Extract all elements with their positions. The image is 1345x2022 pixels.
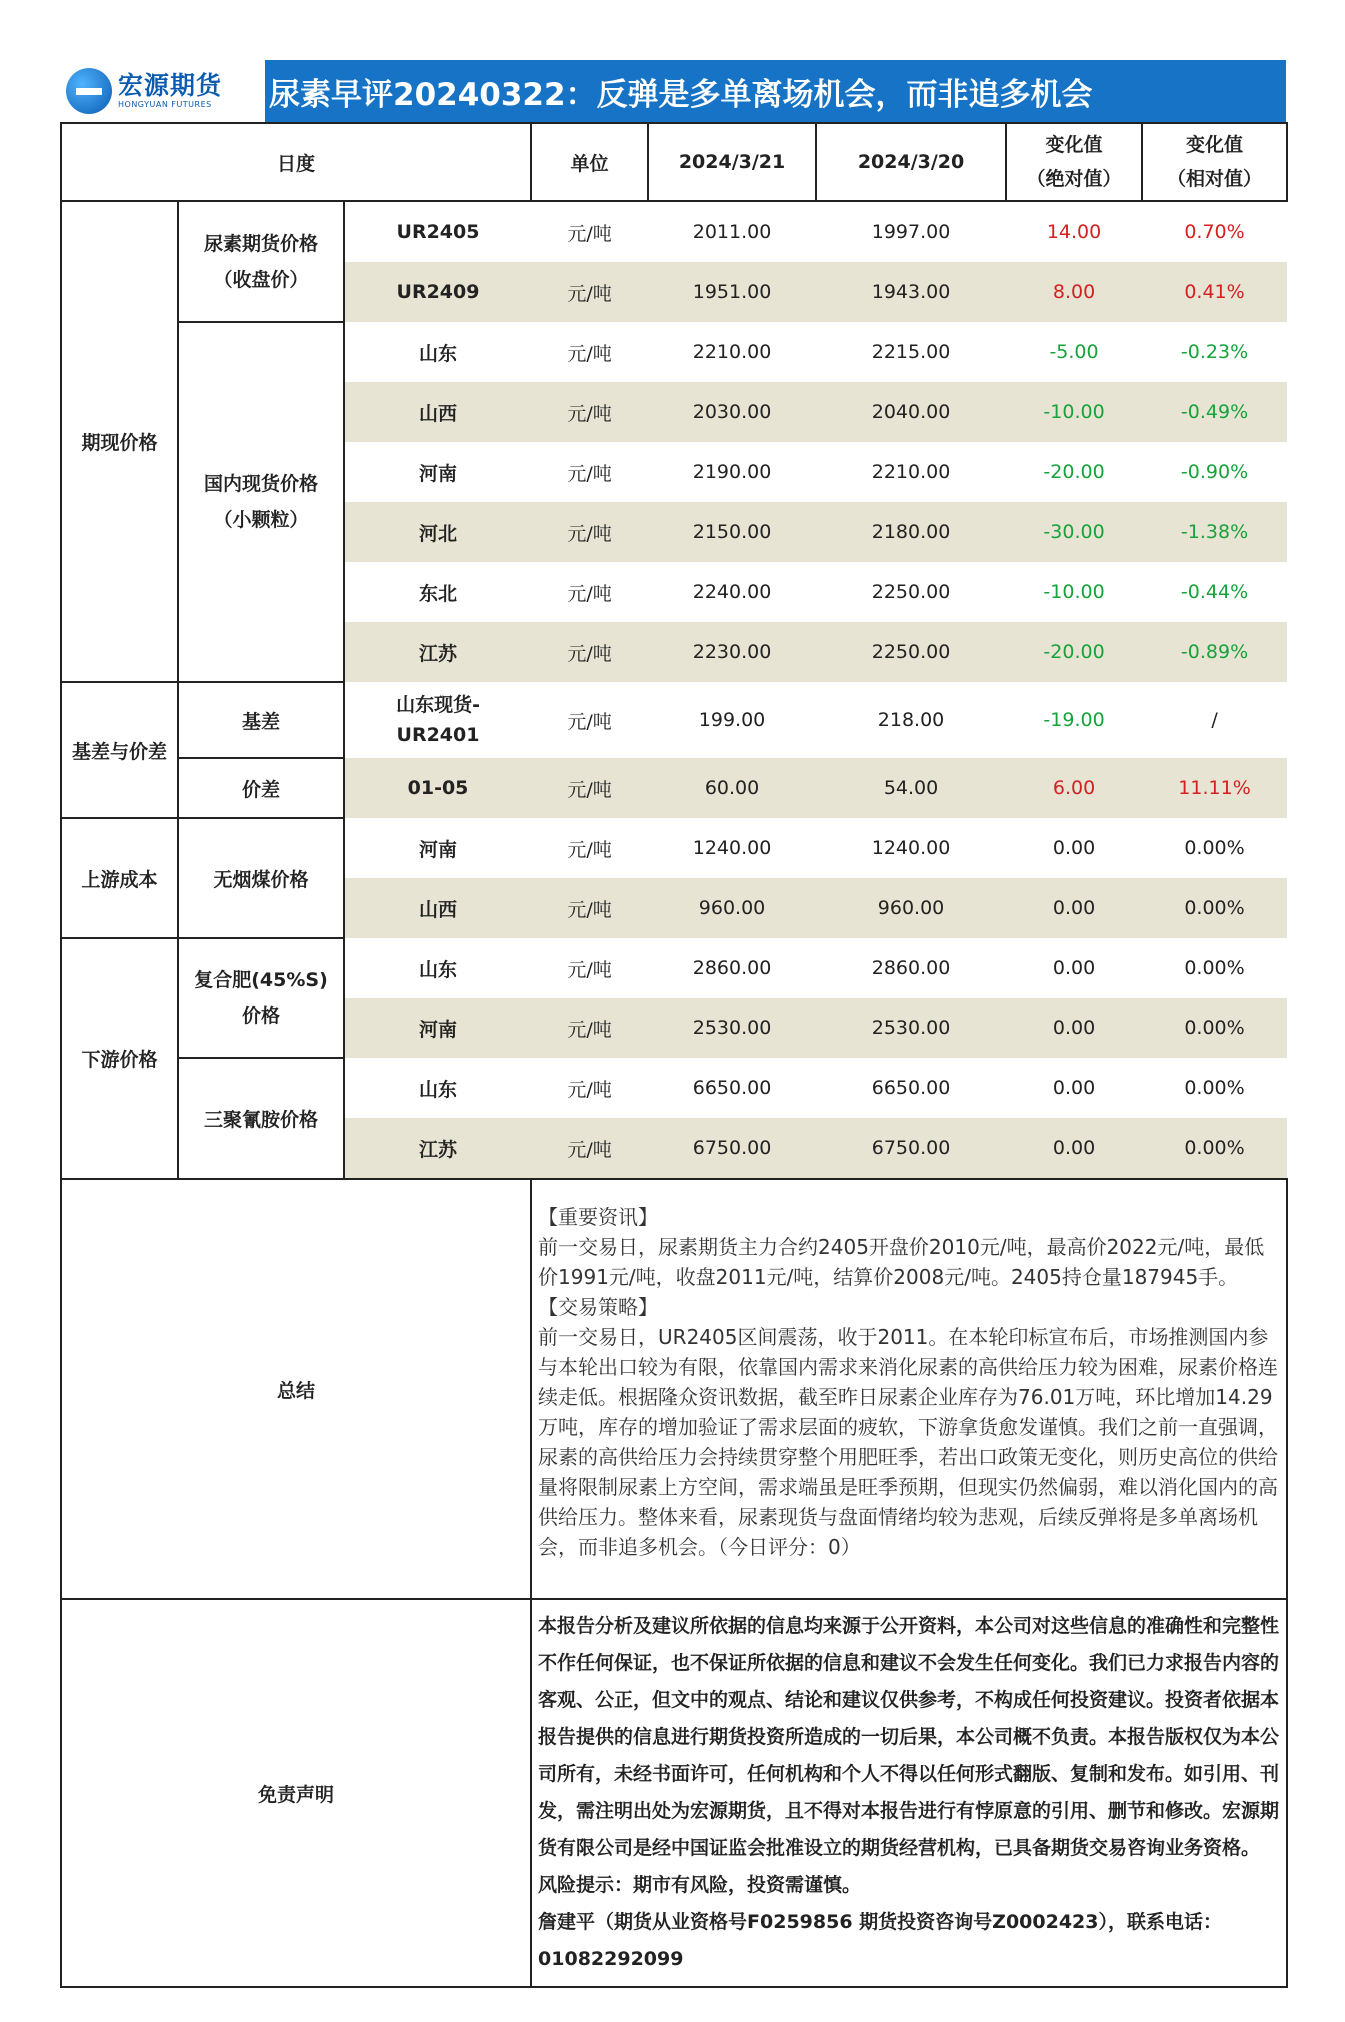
row-value-date1: 2210.00 [692, 341, 772, 363]
table-row [61, 682, 1287, 758]
row-value-date2: 2250.00 [871, 581, 951, 603]
price-table [60, 122, 1288, 1988]
row-item: UR2405 [396, 221, 480, 243]
row-rel-change: / [1211, 709, 1218, 731]
row-item: 山东 [419, 958, 458, 981]
row-abs-change: 0.00 [1052, 837, 1096, 859]
row-abs-change: -10.00 [1043, 581, 1105, 603]
author-info: 詹建平（期货从业资格号F0259856 期货投资咨询号Z0002423），联系电话：01082292099 [538, 1911, 1222, 1970]
table-row [61, 938, 1287, 998]
row-item: 01-05 [344, 758, 531, 818]
disclaimer-label: 免责声明 [61, 1599, 531, 1987]
row-item: 山西 [344, 382, 531, 442]
row-value-date2: 2180.00 [816, 502, 1006, 562]
row-value-date1: 2190.00 [692, 461, 772, 483]
row-rel-change: 0.00% [1142, 998, 1287, 1058]
summary-news-text: 前一交易日，尿素期货主力合约2405开盘价2010元/吨，最高价2022元/吨，最低价1991元/吨，收盘2011元/吨，结算价2008元/吨。2405持仓量187945手。 [538, 1235, 1265, 1289]
row-rel-change: -0.90% [1180, 461, 1249, 483]
col-unit: 单位 [531, 123, 648, 201]
row-abs-change: 0.00 [1052, 1077, 1096, 1099]
row-unit: 元/吨 [567, 1078, 612, 1101]
subgroup-anthracite: 无烟煤价格 [178, 818, 344, 938]
subgroup-melamine: 三聚氰胺价格 [178, 1058, 344, 1179]
row-rel-change: -0.44% [1180, 581, 1249, 603]
row-rel-change: -0.49% [1142, 382, 1287, 442]
row-abs-change: 8.00 [1006, 262, 1142, 322]
row-abs-change: -5.00 [1049, 341, 1099, 363]
row-value-date2: 6650.00 [871, 1077, 951, 1099]
row-value-date1: 2860.00 [692, 957, 772, 979]
disclaimer-content [531, 1599, 1287, 1987]
table-row [61, 818, 1287, 878]
summary-strategy-text: 前一交易日，UR2405区间震荡，收于2011。在本轮印标宣布后，市场推测国内参与本轮出口较为有限，依靠国内需求来消化尿素的高供给压力较为困难，尿素价格连续走低。根据隆众资讯数据，截至昨日尿素企业库存为76.01万吨，环比增加14.29万吨，库存的增加验证了需求层面的疲软，下游拿货愈发谨慎。我们之前一直强调，尿素的高供给压力会持续贯穿整个用肥旺季，若出口政策无变化，则历史高位的供给量将限制尿素上方空间，需求端虽是旺季预期，但现实仍然偏弱，难以消化国内的高供给压力。整体来看，尿素现货与盘面情绪均较为悲观，后续反弹将是多单离场机会，而非追多机会。（今日评分：0） [538, 1325, 1279, 1559]
row-item: 山东 [419, 342, 458, 365]
row-rel-change: -1.38% [1142, 502, 1287, 562]
col-rel-change: 变化值 （相对值） [1142, 123, 1287, 201]
row-value-date1: 2230.00 [648, 622, 816, 682]
row-item: 江苏 [344, 622, 531, 682]
row-unit: 元/吨 [531, 1118, 648, 1179]
subgroup-spot: 国内现货价格 （小颗粒） [178, 322, 344, 682]
row-item: 河南 [419, 838, 458, 861]
row-unit: 元/吨 [567, 838, 612, 861]
header-row [61, 123, 1287, 201]
subgroup-basis: 基差 [178, 682, 344, 758]
table-row [61, 322, 1287, 382]
row-item: 山东现货- UR2401 [396, 694, 480, 746]
row-abs-change: 0.00 [1006, 878, 1142, 938]
row-item: 河北 [344, 502, 531, 562]
row-item: 东北 [419, 582, 458, 605]
row-value-date1: 960.00 [648, 878, 816, 938]
table-row [61, 1058, 1287, 1118]
row-value-date1: 2530.00 [648, 998, 816, 1058]
row-value-date2: 2210.00 [871, 461, 951, 483]
row-unit: 元/吨 [531, 262, 648, 322]
logo-name: 宏源期货 [118, 71, 223, 100]
row-unit: 元/吨 [531, 622, 648, 682]
row-abs-change: 14.00 [1046, 221, 1102, 243]
row-value-date1: 6650.00 [692, 1077, 772, 1099]
summary-row [61, 1179, 1287, 1599]
row-abs-change: 0.00 [1006, 998, 1142, 1058]
table-row [61, 201, 1287, 262]
summary-content [531, 1179, 1287, 1599]
row-value-date2: 960.00 [816, 878, 1006, 938]
row-unit: 元/吨 [567, 958, 612, 981]
col-abs-change: 变化值 （绝对值） [1006, 123, 1142, 201]
row-value-date2: 2250.00 [816, 622, 1006, 682]
row-unit: 元/吨 [567, 710, 612, 733]
row-value-date1: 60.00 [648, 758, 816, 818]
logo-english: HONGYUAN FUTURES [118, 100, 212, 109]
row-unit: 元/吨 [567, 462, 612, 485]
summary-news-heading: 【重要资讯】 [538, 1205, 659, 1229]
row-unit: 元/吨 [531, 502, 648, 562]
row-abs-change: -10.00 [1006, 382, 1142, 442]
summary-strategy-heading: 【交易策略】 [538, 1295, 659, 1319]
row-abs-change: 0.00 [1052, 957, 1096, 979]
group-futures-spot: 期现价格 [61, 201, 178, 682]
disclaimer-text: 本报告分析及建议所依据的信息均来源于公开资料，本公司对这些信息的准确性和完整性不作任何保证，也不保证所依据的信息和建议不会发生任何变化。我们已力求报告内容的客观、公正，但文中的观点、结论和建议仅供参考，不构成任何投资建议。投资者依据本报告提供的信息进行期货投资所造成的一切后果，本公司概不负责。本报告版权仅为本公司所有，未经书面许可，任何机构和个人不得以任何形式翻版、复制和发布。如引用、刊发，需注明出处为宏源期货，且不得对本报告进行有悖原意的引用、删节和修改。宏源期货有限公司是经中国证监会批准设立的期货经营机构，已具备期货交易咨询业务资格。 [538, 1615, 1280, 1859]
summary-label: 总结 [61, 1179, 531, 1599]
row-rel-change: 11.11% [1142, 758, 1287, 818]
row-item: 江苏 [344, 1118, 531, 1179]
row-value-date2: 2215.00 [871, 341, 951, 363]
col-date2: 2024/3/20 [816, 123, 1006, 201]
row-rel-change: -0.23% [1180, 341, 1249, 363]
company-logo [60, 60, 265, 122]
row-rel-change: 0.00% [1184, 1077, 1245, 1099]
row-item: 河南 [344, 998, 531, 1058]
row-unit: 元/吨 [567, 222, 612, 245]
report-title: 尿素早评20240322：反弹是多单离场机会，而非追多机会 [269, 76, 1093, 113]
row-value-date1: 1951.00 [648, 262, 816, 322]
risk-notice: 风险提示：期市有风险，投资需谨慎。 [538, 1874, 862, 1896]
disclaimer-row [61, 1599, 1287, 1987]
row-value-date2: 1943.00 [816, 262, 1006, 322]
row-abs-change: -20.00 [1043, 461, 1105, 483]
col-dimension: 日度 [61, 123, 531, 201]
row-rel-change: 0.00% [1142, 878, 1287, 938]
row-value-date1: 2011.00 [692, 221, 772, 243]
row-value-date2: 6750.00 [816, 1118, 1006, 1179]
row-rel-change: 0.00% [1184, 957, 1245, 979]
subgroup-compound-fertilizer: 复合肥(45%S) 价格 [178, 938, 344, 1058]
row-abs-change: -30.00 [1006, 502, 1142, 562]
row-rel-change: -0.89% [1142, 622, 1287, 682]
row-rel-change: 0.41% [1142, 262, 1287, 322]
row-abs-change: -20.00 [1006, 622, 1142, 682]
row-rel-change: 0.00% [1142, 1118, 1287, 1179]
row-value-date1: 1240.00 [692, 837, 772, 859]
row-abs-change: 6.00 [1006, 758, 1142, 818]
row-unit: 元/吨 [531, 998, 648, 1058]
subgroup-spread: 价差 [178, 758, 344, 818]
row-value-date1: 199.00 [698, 709, 766, 731]
row-value-date1: 2030.00 [648, 382, 816, 442]
row-value-date2: 2040.00 [816, 382, 1006, 442]
col-date1: 2024/3/21 [648, 123, 816, 201]
row-item: 河南 [419, 462, 458, 485]
group-basis-spread: 基差与价差 [61, 682, 178, 818]
row-item: UR2409 [344, 262, 531, 322]
row-value-date1: 2150.00 [648, 502, 816, 562]
row-item: 山东 [419, 1078, 458, 1101]
logo-icon [66, 68, 112, 114]
row-abs-change: 0.00 [1006, 1118, 1142, 1179]
row-rel-change: 0.70% [1184, 221, 1245, 243]
row-rel-change: 0.00% [1184, 837, 1245, 859]
row-value-date2: 218.00 [877, 709, 945, 731]
row-value-date1: 2240.00 [692, 581, 772, 603]
row-value-date2: 1997.00 [871, 221, 951, 243]
row-abs-change: -19.00 [1043, 709, 1105, 731]
row-unit: 元/吨 [531, 758, 648, 818]
row-item: 山西 [344, 878, 531, 938]
row-value-date2: 54.00 [816, 758, 1006, 818]
row-unit: 元/吨 [531, 878, 648, 938]
table-row [61, 758, 1287, 818]
title-bar [60, 60, 1286, 122]
group-downstream: 下游价格 [61, 938, 178, 1179]
subgroup-futures: 尿素期货价格 （收盘价） [178, 201, 344, 322]
row-unit: 元/吨 [567, 582, 612, 605]
row-unit: 元/吨 [567, 342, 612, 365]
row-unit: 元/吨 [531, 382, 648, 442]
row-value-date2: 2530.00 [816, 998, 1006, 1058]
row-value-date1: 6750.00 [648, 1118, 816, 1179]
row-value-date2: 2860.00 [871, 957, 951, 979]
row-value-date2: 1240.00 [871, 837, 951, 859]
group-upstream: 上游成本 [61, 818, 178, 938]
